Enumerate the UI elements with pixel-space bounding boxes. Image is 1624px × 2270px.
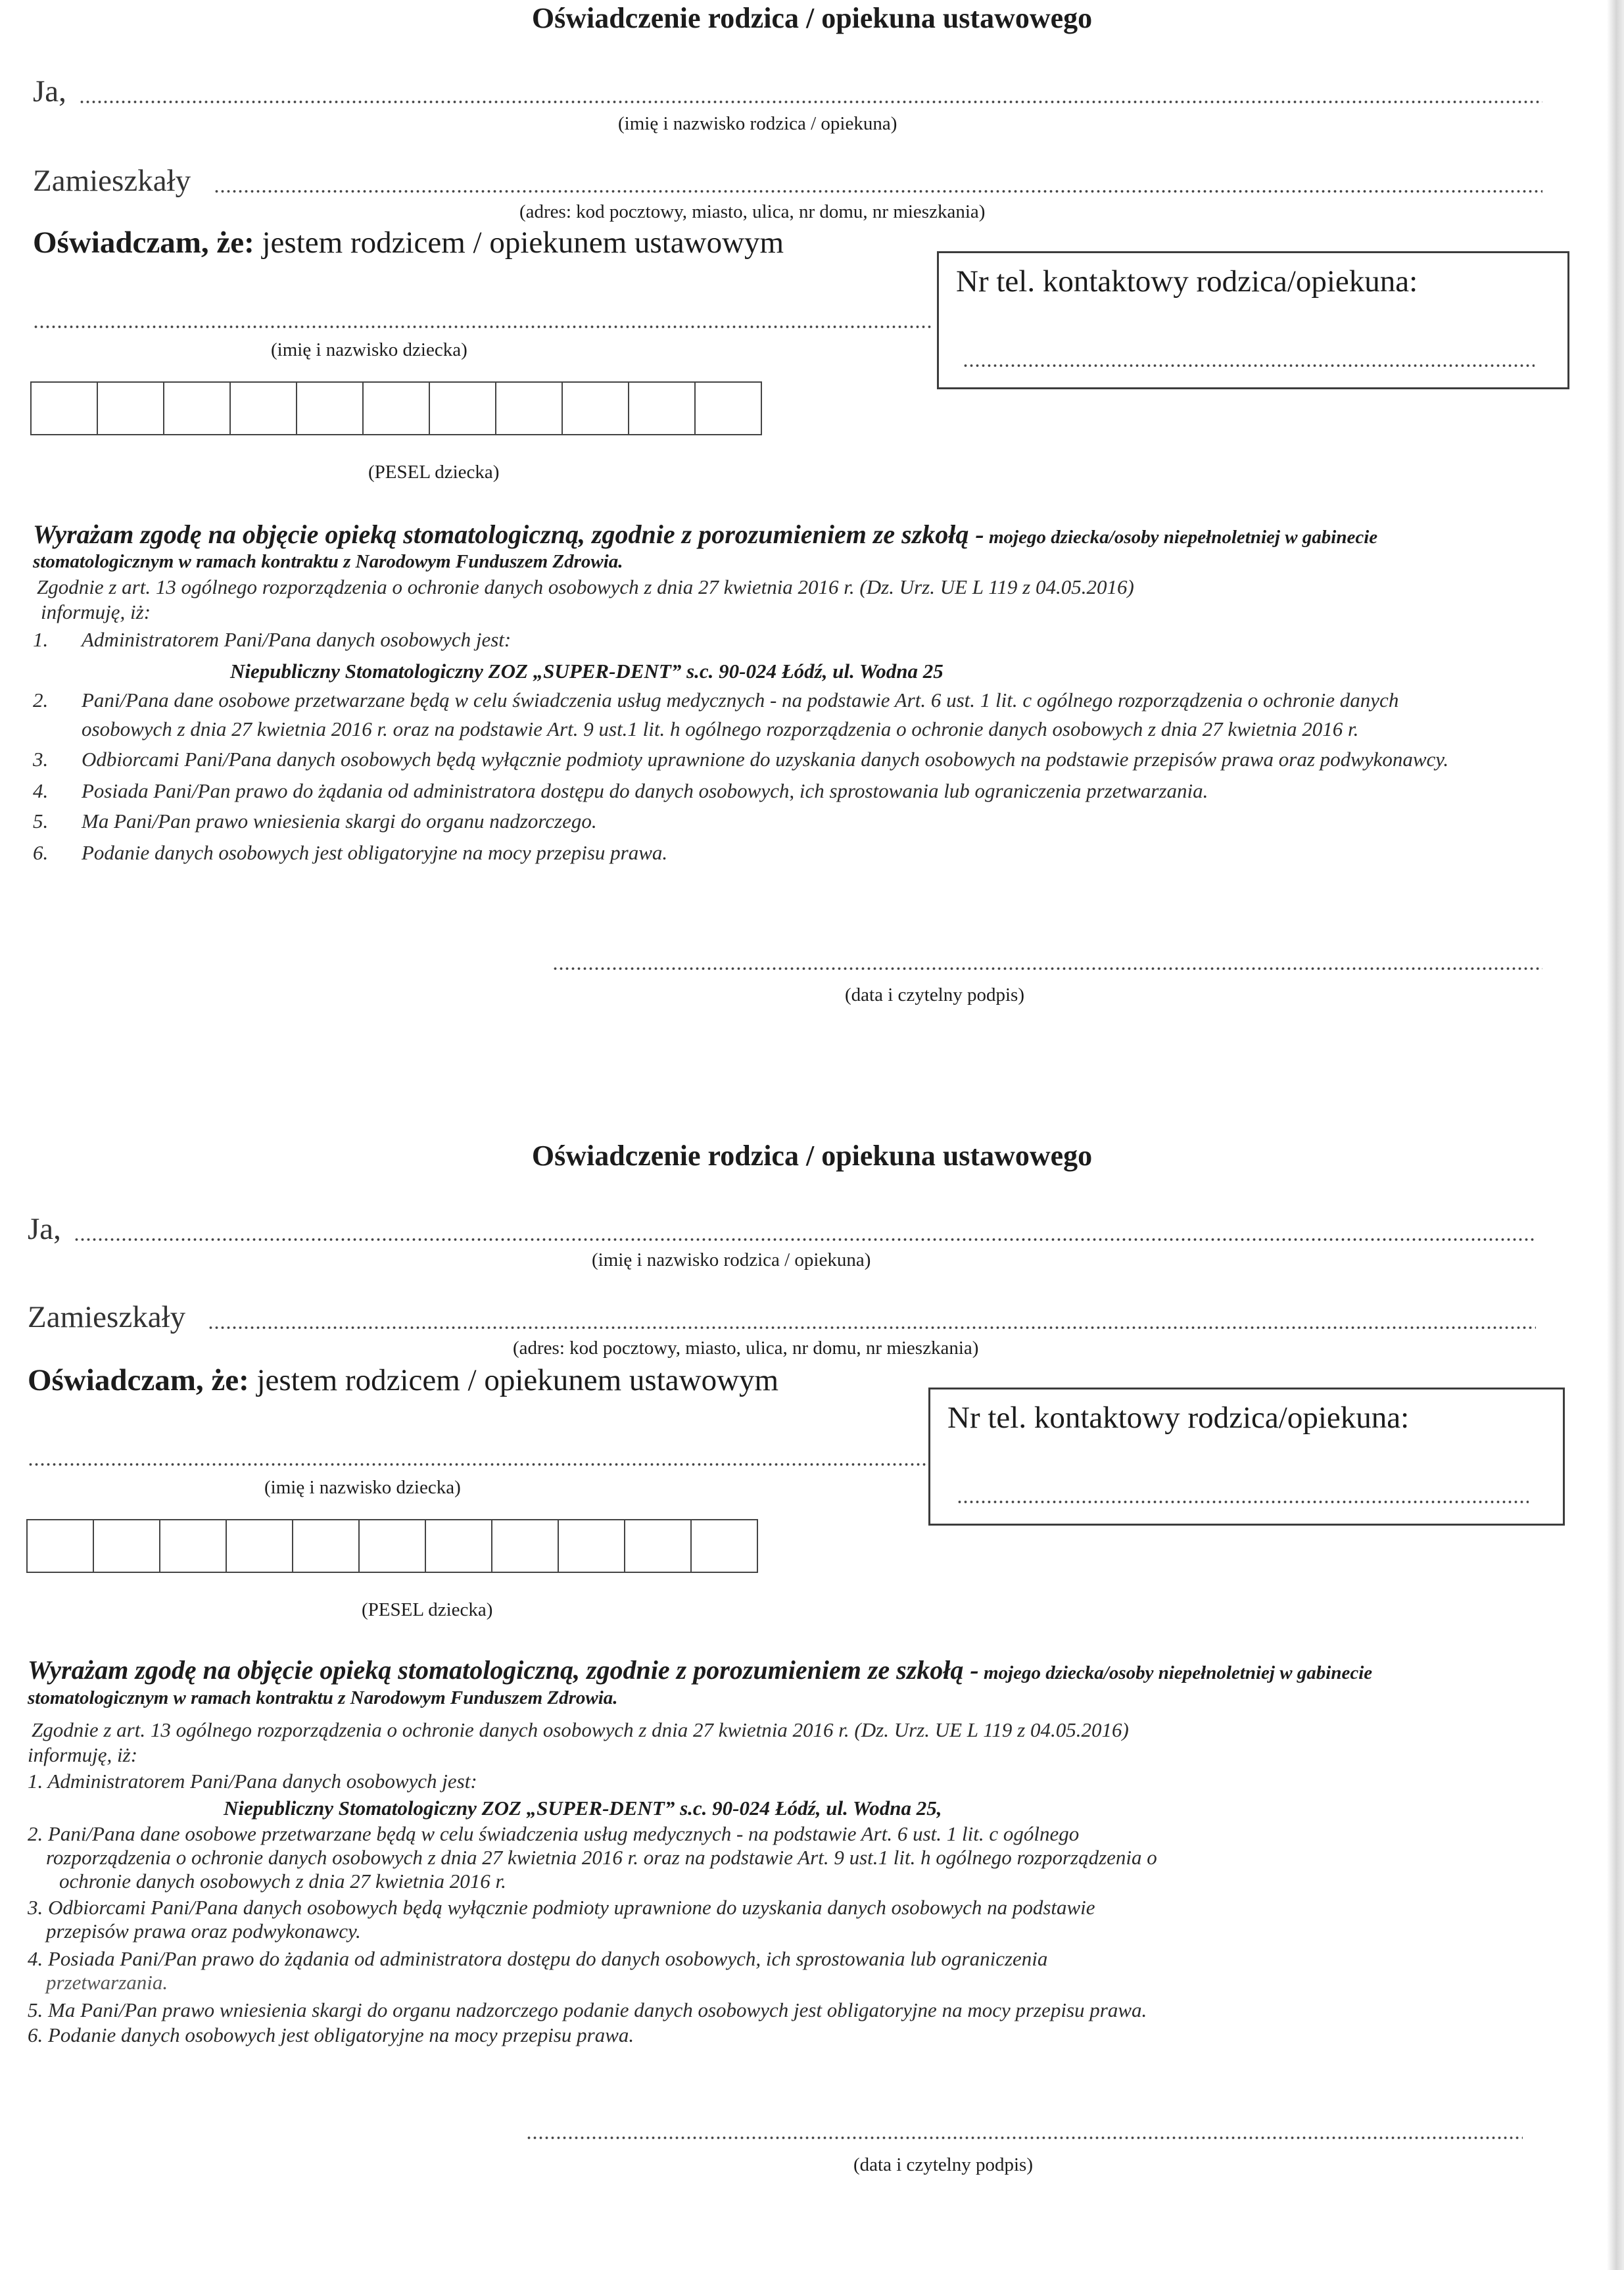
address-field[interactable]: [208, 1326, 1536, 1330]
pesel-grid[interactable]: [30, 381, 762, 435]
pesel-grid[interactable]: [26, 1519, 758, 1573]
pesel-cell[interactable]: [426, 1520, 492, 1572]
informuje: informuję, iż:: [28, 1743, 138, 1766]
pesel-cell[interactable]: [559, 1520, 625, 1572]
item-3: 3. Odbiorcami Pani/Pana danych osobowych będą wyłącznie podmioty uprawnione do uzyskania danych osobowych na podstawie: [28, 1896, 1095, 1919]
item-number: 5.: [33, 809, 49, 833]
parent-name-caption: (imię i nazwisko rodzica / opiekuna): [592, 1249, 871, 1270]
item-6: [33, 842, 667, 864]
statement: [33, 225, 784, 260]
item-text: Ma Pani/Pan prawo wniesienia skargi do organu nadzorczego.: [82, 809, 597, 833]
address-label: Zamieszkały: [33, 164, 191, 198]
item-5: [33, 810, 597, 833]
signature-field[interactable]: [526, 2136, 1523, 2140]
pesel-cell[interactable]: [430, 383, 496, 434]
pesel-cell[interactable]: [293, 1520, 360, 1572]
item-3: [33, 748, 1448, 771]
pesel-cell[interactable]: [496, 383, 563, 434]
item-1: 1. Administratorem Pani/Pana danych osobowych jest:: [28, 1770, 477, 1793]
child-name-field[interactable]: [28, 1462, 926, 1466]
item-text: Pani/Pana dane osobowe przetwarzane będą w celu świadczenia usług medycznych - na podstawie Art. 6 ust. 1 lit. c ogólnego rozporządzenia o ochronie danych: [82, 688, 1399, 712]
statement-bold: Oświadczam, że:: [33, 226, 254, 260]
pesel-cell[interactable]: [98, 383, 164, 434]
item-5: 5. Ma Pani/Pan prawo wniesienia skargi do organu nadzorczego podanie danych osobowych jest obligatoryjne na mocy przepisu prawa.: [28, 1998, 1147, 2021]
item-4: 4. Posiada Pani/Pan prawo do żądania od administratora dostępu do danych osobowych, ich sprostowania lub ograniczenia: [28, 1947, 1048, 1970]
parent-name-field[interactable]: [74, 1238, 1536, 1242]
form-title: Oświadczenie rodzica / opiekuna ustawowego: [531, 1140, 1093, 1172]
consent-line-2: stomatologicznym w ramach kontraktu z Narodowym Funduszem Zdrowia.: [33, 551, 623, 572]
address-caption: (adres: kod pocztowy, miasto, ulica, nr domu, nr mieszkania): [519, 201, 986, 222]
ja-label: Ja,: [28, 1212, 61, 1246]
phone-field[interactable]: [963, 364, 1535, 368]
pesel-cell[interactable]: [227, 1520, 293, 1572]
item-number: 1.: [33, 628, 49, 651]
item-text: Odbiorcami Pani/Pana danych osobowych będą wyłącznie podmioty uprawnione do uzyskania danych osobowych na podstawie przepisów prawa oraz podwykonawcy.: [82, 748, 1449, 771]
item-text: Administratorem Pani/Pana danych osobowych jest:: [82, 628, 512, 651]
address-field[interactable]: [214, 189, 1542, 193]
item-3-cont: przepisów prawa oraz podwykonawcy.: [46, 1920, 361, 1943]
child-name-field[interactable]: [33, 325, 931, 329]
ja-label: Ja,: [33, 74, 66, 109]
statement: [28, 1363, 778, 1398]
consent-line-1: [33, 519, 1378, 549]
child-name-caption: (imię i nazwisko dziecka): [271, 339, 467, 360]
phone-field[interactable]: [957, 1500, 1529, 1504]
pesel-cell[interactable]: [696, 383, 762, 434]
administrator-name: Niepubliczny Stomatologiczny ZOZ „SUPER-DENT” s.c. 90-024 Łódź, ul. Wodna 25: [230, 660, 943, 683]
consent-bold: Wyrażam zgodę na objęcie opieką stomatologiczną, zgodnie z porozumieniem ze szkołą -: [28, 1655, 979, 1685]
pesel-cell[interactable]: [360, 1520, 426, 1572]
phone-box: [937, 251, 1569, 389]
pesel-caption: (PESEL dziecka): [368, 462, 500, 483]
statement-bold: Oświadczam, że:: [28, 1363, 249, 1397]
item-2-cont: osobowych z dnia 27 kwietnia 2016 r. oraz na podstawie Art. 9 ust.1 lit. h ogólnego rozporządzenia o ochronie danych osobowych z dnia 27 kwietnia 2016 r.: [82, 717, 1359, 740]
consent-bold: Wyrażam zgodę na objęcie opieką stomatologiczną, zgodnie z porozumieniem ze szkołą -: [33, 519, 984, 549]
signature-field[interactable]: [552, 967, 1542, 971]
rodo-intro: Zgodnie z art. 13 ogólnego rozporządzenia o ochronie danych osobowych z dnia 27 kwietnia 2016 r. (Dz. Urz. UE L 119 z 04.05.2016): [32, 1718, 1129, 1741]
item-text: Podanie danych osobowych jest obligatoryjne na mocy przepisu prawa.: [82, 841, 668, 864]
item-2: 2. Pani/Pana dane osobowe przetwarzane będą w celu świadczenia usług medycznych - na podstawie Art. 6 ust. 1 lit. c ogólnego: [28, 1822, 1080, 1845]
pesel-caption: (PESEL dziecka): [362, 1599, 493, 1620]
item-6: 6. Podanie danych osobowych jest obligatoryjne na mocy przepisu prawa.: [28, 2023, 634, 2046]
pesel-cell[interactable]: [364, 383, 430, 434]
item-2-cont: ochronie danych osobowych z dnia 27 kwietnia 2016 r.: [59, 1870, 506, 1893]
item-2-cont: rozporządzenia o ochronie danych osobowych z dnia 27 kwietnia 2016 r. oraz na podstawie Art. 9 ust.1 lit. h ogólnego rozporządzenia o: [46, 1846, 1157, 1869]
phone-label: Nr tel. kontaktowy rodzica/opiekuna:: [956, 264, 1418, 299]
pesel-cell[interactable]: [692, 1520, 758, 1572]
address-label: Zamieszkały: [28, 1300, 186, 1334]
signature-caption: (data i czytelny podpis): [845, 984, 1024, 1005]
pesel-cell[interactable]: [160, 1520, 227, 1572]
pesel-cell[interactable]: [94, 1520, 160, 1572]
item-number: 4.: [33, 779, 49, 802]
statement-text: jestem rodzicem / opiekunem ustawowym: [249, 1363, 779, 1397]
pesel-cell[interactable]: [164, 383, 231, 434]
pesel-cell[interactable]: [625, 1520, 692, 1572]
phone-label: Nr tel. kontaktowy rodzica/opiekuna:: [947, 1401, 1410, 1435]
item-number: 2.: [33, 688, 49, 712]
item-number: 6.: [33, 841, 49, 864]
parent-name-field[interactable]: [79, 100, 1542, 104]
informuje: informuję, iż:: [41, 600, 151, 623]
pesel-cell[interactable]: [32, 383, 98, 434]
pesel-cell[interactable]: [563, 383, 629, 434]
item-2: [33, 689, 1398, 712]
item-text: Posiada Pani/Pan prawo do żądania od administratora dostępu do danych osobowych, ich sprostowania lub ograniczenia przetwarzania.: [82, 779, 1208, 802]
pesel-cell[interactable]: [492, 1520, 559, 1572]
administrator-name: Niepubliczny Stomatologiczny ZOZ „SUPER-DENT” s.c. 90-024 Łódź, ul. Wodna 25,: [224, 1797, 942, 1820]
address-caption: (adres: kod pocztowy, miasto, ulica, nr domu, nr mieszkania): [513, 1338, 979, 1359]
form-title: Oświadczenie rodzica / opiekuna ustawowego: [531, 2, 1093, 34]
item-number: 3.: [33, 748, 49, 771]
rodo-intro: Zgodnie z art. 13 ogólnego rozporządzenia o ochronie danych osobowych z dnia 27 kwietnia 2016 r. (Dz. Urz. UE L 119 z 04.05.2016): [37, 575, 1134, 598]
signature-caption: (data i czytelny podpis): [853, 2154, 1033, 2175]
item-1: [33, 629, 511, 651]
scan-edge: [1607, 0, 1624, 2270]
pesel-cell[interactable]: [231, 383, 297, 434]
consent-small: mojego dziecka/osoby niepełnoletniej w gabinecie: [984, 527, 1378, 548]
consent-line-2: stomatologicznym w ramach kontraktu z Narodowym Funduszem Zdrowia.: [28, 1687, 618, 1708]
item-4-cont: przetwarzania.: [46, 1971, 168, 1994]
item-4: [33, 780, 1208, 802]
statement-text: jestem rodzicem / opiekunem ustawowym: [254, 226, 784, 260]
pesel-cell[interactable]: [629, 383, 696, 434]
consent-line-1: [28, 1655, 1373, 1685]
consent-small: mojego dziecka/osoby niepełnoletniej w gabinecie: [978, 1662, 1373, 1683]
child-name-caption: (imię i nazwisko dziecka): [264, 1477, 461, 1498]
pesel-cell[interactable]: [28, 1520, 94, 1572]
pesel-cell[interactable]: [297, 383, 364, 434]
phone-box: [928, 1388, 1565, 1526]
parent-name-caption: (imię i nazwisko rodzica / opiekuna): [618, 113, 897, 134]
